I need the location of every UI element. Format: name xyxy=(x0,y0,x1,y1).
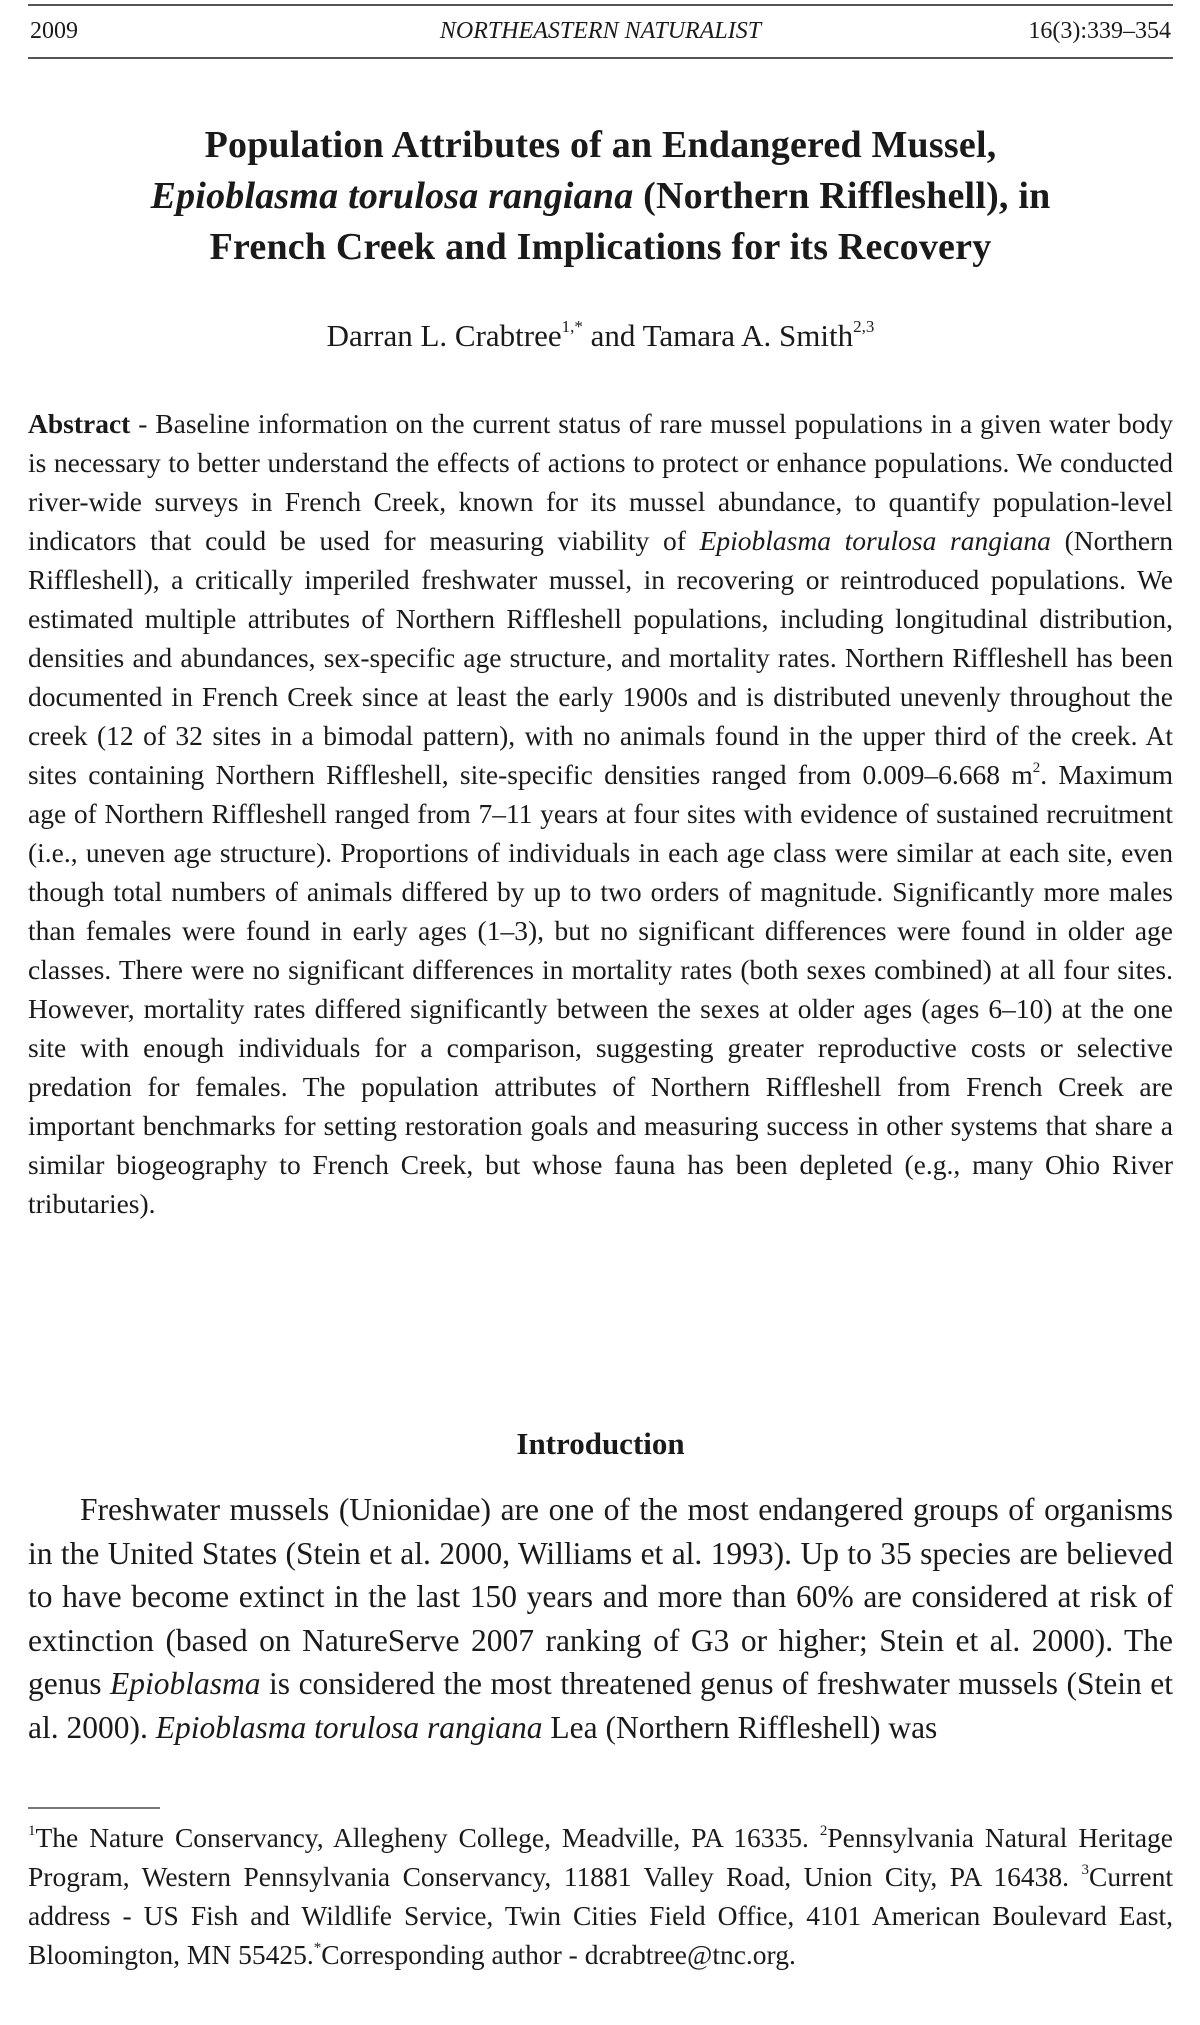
footnote-2: Pennsylvania Natural Heritage Program, Western Pennsylvania Conservancy, 11881 Valley Road, Union City, PA 16438. xyxy=(28,1822,1174,1892)
abstract-density-exponent: 2 xyxy=(1032,760,1041,776)
header-bottom-rule xyxy=(28,57,1173,59)
footnote-rule xyxy=(28,1807,160,1809)
journal-name: NORTHEASTERN NATURALIST xyxy=(439,18,762,44)
running-head xyxy=(28,13,1173,49)
intro-text-2: is considered the most threatened genus of freshwater mussels (Stein et al. 2000). xyxy=(28,1666,1173,1745)
title-line-2: (Northern Riffleshell), in xyxy=(633,175,1051,217)
footnote-corresponding-marker: * xyxy=(313,1940,322,1956)
footnote-2-marker: 2 xyxy=(819,1823,828,1839)
abstract xyxy=(28,404,1173,1223)
footnote-3-marker: 3 xyxy=(1081,1862,1089,1878)
publication-year: 2009 xyxy=(30,18,78,44)
intro-species-name: Epioblasma torulosa rangiana xyxy=(155,1709,543,1745)
author-1: Darran L. Crabtree xyxy=(326,318,562,353)
footnote-corresponding-author: Corresponding author - dcrabtree@tnc.org. xyxy=(321,1939,796,1970)
footnote-1-marker: 1 xyxy=(28,1823,36,1839)
author-1-affiliation: 1,* xyxy=(561,317,583,336)
intro-genus-name: Epioblasma xyxy=(110,1666,261,1701)
footnotes xyxy=(28,1818,1173,1974)
footnote-1: The Nature Conservancy, Allegheny College, Meadville, PA 16335. xyxy=(35,1822,820,1853)
introduction-paragraph xyxy=(28,1488,1173,1749)
title-species-name: Epioblasma torulosa rangiana xyxy=(150,175,634,217)
header-top-rule xyxy=(28,4,1173,6)
author-conjunction: and xyxy=(582,318,643,353)
abstract-separator: - xyxy=(130,408,156,439)
abstract-label: Abstract xyxy=(28,408,131,439)
abstract-text-1: Baseline information on the current status of rare mussel populations in a given water body is necessary to better understand the effects of actions to protect or enhance populations. We conducted river-wide surveys in French Creek, known for its mussel abundance, to quantify population-level indicators that could be used for measuring viability of xyxy=(28,408,1173,556)
intro-text-3: Lea (Northern Riffleshell) was xyxy=(542,1709,938,1745)
author-list xyxy=(28,316,1173,356)
volume-pages: 16(3):339–354 xyxy=(1028,18,1171,44)
title-line-3: French Creek and Implications for its Recovery xyxy=(209,226,992,268)
abstract-species-name: Epioblasma torulosa rangiana xyxy=(699,525,1051,556)
section-heading-introduction: Introduction xyxy=(516,1426,685,1461)
title-line-1: Population Attributes of an Endangered Mussel, xyxy=(204,124,997,166)
author-2-affiliation: 2,3 xyxy=(853,317,875,336)
author-2: Tamara A. Smith xyxy=(642,318,854,353)
abstract-text-3: . Maximum age of Northern Riffleshell ranged from 7–11 years at four sites with evidence of sustained recruitment (i.e., uneven age structure). Proportions of individuals in each age class were similar at each site, even though total numbers of animals differed by up to two orders of magnitude. Significantly more males than females were found in early ages (1–3), but no significant differences were found in older age classes. There were no significant differences in mortality rates (both sexes combined) at all four sites. However, mortality rates differed significantly between the sexes at older ages (ages 6–10) at the one site with enough individuals for a comparison, suggesting greater reproductive costs or selective predation for females. The population attributes of Northern Riffleshell from French Creek are important benchmarks for setting restoration goals and measuring success in other systems that share a similar biogeography to French Creek, but whose fauna has been depleted (e.g., many Ohio River tributaries). xyxy=(28,759,1173,1219)
footnote-3: Current address - US Fish and Wildlife Service, Twin Cities Field Office, 4101 American Boulevard East, Bloomington, MN 55425. xyxy=(28,1861,1173,1970)
article-title xyxy=(28,120,1173,273)
intro-text-1: Freshwater mussels (Unionidae) are one of the most endangered groups of organisms in the United States (Stein et al. 2000, Williams et al. 1993). Up to 35 species are believed to have become extinct in the last 150 years and more than 60% are considered at risk of extinction (based on NatureServe 2007 ranking of G3 or higher; Stein et al. 2000). The genus xyxy=(28,1492,1173,1701)
abstract-text-2: (Northern Riffleshell), a critically imperiled freshwater mussel, in recovering or reintroduced populations. We estimated multiple attributes of Northern Riffleshell populations, including longitudinal distribution, densities and abundances, sex-specific age structure, and mortality rates. Northern Riffleshell has been documented in French Creek since at least the early 1900s and is distributed unevenly throughout the creek (12 of 32 sites in a bimodal pattern), with no animals found in the upper third of the creek. At sites containing Northern Riffleshell, site-specific densities ranged from 0.009–6.668 m xyxy=(28,525,1173,790)
